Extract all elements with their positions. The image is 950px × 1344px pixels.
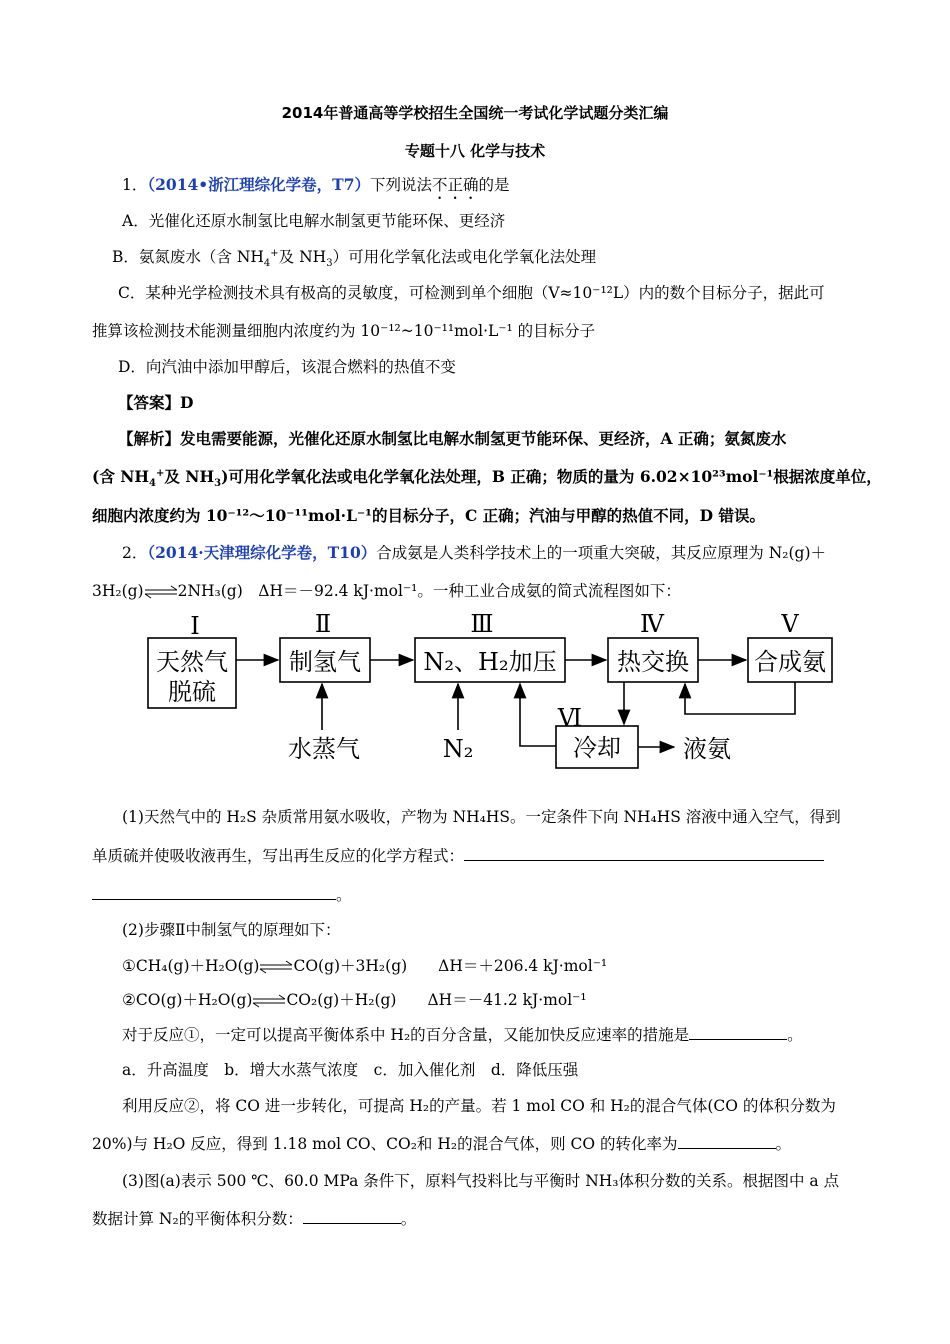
step-num-5: Ⅴ — [781, 610, 799, 638]
step-num-6: Ⅵ — [557, 704, 583, 732]
box5-text: 合成氨 — [754, 648, 826, 676]
q2-number: 2． — [122, 544, 148, 562]
q2-stem-line1: 2．（2014·天津理综化学卷，T10）合成氨是人类科学技术上的一项重大突破，其反应原理为 N₂(g)＋ — [122, 543, 827, 562]
q2-part1-line2: 单质硫并使吸收液再生，写出再生反应的化学方程式： — [92, 846, 824, 866]
q1-number: 1． — [122, 176, 148, 194]
flow-chart — [140, 606, 840, 776]
output-ammonia: 液氨 — [683, 735, 731, 763]
step-num-1: Ⅰ — [190, 612, 200, 640]
q2-equation-2: ②CO(g)＋H₂O(g) CO₂(g)＋H₂(g) ΔH＝－41.2 kJ·mol⁻¹ — [122, 991, 587, 1009]
answer-blank-4[interactable] — [678, 1134, 776, 1149]
answer-blank-3[interactable] — [689, 1025, 787, 1040]
answer-blank-5[interactable] — [303, 1209, 401, 1224]
q2-part3-line1: (3)图(a)表示 500 ℃、60.0 MPa 条件下，原料气投料比与平衡时 NH₃体积分数的关系。根据图中 a 点 — [122, 1172, 840, 1190]
q2-part1-line3: 。 — [92, 885, 352, 905]
box1-text-1: 天然气 — [156, 648, 228, 676]
q2-part2-intro: (2)步骤Ⅱ中制氢气的原理如下： — [122, 921, 341, 939]
q2-part1-line1: (1)天然气中的 H₂S 杂质常用氨水吸收，产物为 NH₄HS。一定条件下向 NH₄HS 溶液中通入空气，得到 — [122, 808, 841, 826]
q1-source: （2014•浙江理综化学卷，T7） — [147, 175, 370, 194]
q2-part2-question: 对于反应①，一定可以提高平衡体系中 H₂的百分含量，又能加快反应速率的措施是 。 — [122, 1026, 803, 1044]
equilibrium-arrow-icon — [259, 960, 293, 974]
box4-text: 热交换 — [617, 648, 689, 676]
q1-analysis-line1: 【解析】发电需要能源，光催化还原水制氢比电解水制氢更节能环保、更经济，A 正确；氨氮废水 — [118, 429, 787, 448]
q1-stem: 1．（2014•浙江理综化学卷，T7）下列说法不正确的是 — [122, 175, 510, 194]
answer-blank-1[interactable] — [464, 846, 824, 861]
q2-stem-line2: 3H₂(g) 2NH₃(g) ΔH＝－92.4 kJ·mol⁻¹。一种工业合成氨的简式流程图如下： — [92, 582, 681, 600]
input-n2: N₂ — [442, 735, 474, 763]
q2-part3-line2: 数据计算 N₂的平衡体积分数： 。 — [92, 1210, 417, 1228]
q1-analysis-line3: 细胞内浓度约为 10⁻¹²～10⁻¹¹mol·L⁻¹的目标分子，C 正确；汽油与甲醇的热值不同，D 错误。 — [92, 506, 766, 525]
q1-option-a: A．光催化还原水制氢比电解水制氢更节能环保、更经济 — [122, 212, 506, 230]
box3-text: N₂、H₂加压 — [423, 648, 557, 676]
q2-part2-use-line2: 20%)与 H₂O 反应，得到 1.18 mol CO、CO₂和 H₂的混合气体，则 CO 的转化率为 。 — [92, 1135, 792, 1153]
equilibrium-arrow-icon — [252, 994, 286, 1008]
step-num-4: Ⅳ — [640, 610, 664, 638]
q1-analysis-line2: (含 $NH_4^+$及 $NH_3$)可用化学氧化法或电化学氧化法处理，B 正确；物质的量为 6.02×10²³mol⁻¹根据浓度单位， — [92, 467, 882, 490]
q1-option-b: B．氨氮废水（含 $NH_4^+$及 $NH_3$）可用化学氧化法或电化学氧化法处理 — [112, 247, 597, 270]
input-steam: 水蒸气 — [288, 735, 360, 763]
box6-text: 冷却 — [573, 734, 621, 762]
q1-option-c-line1: C．某种光学检测技术具有极高的灵敏度，可检测到单个细胞（V≈10⁻¹²L）内的数个目标分子，据此可 — [118, 284, 825, 302]
q1-emphasis: 不正确 — [432, 176, 479, 194]
q2-equation-1: ①CH₄(g)＋H₂O(g) CO(g)＋3H₂(g) ΔH＝＋206.4 kJ·mol⁻¹ — [122, 957, 608, 975]
document-subtitle: 专题十八 化学与技术 — [404, 142, 546, 160]
document-title: 2014年普通高等学校招生全国统一考试化学试题分类汇编 — [281, 104, 669, 122]
q1-option-d: D．向汽油中添加甲醇后，该混合燃料的热值不变 — [118, 358, 456, 376]
step-num-3: Ⅲ — [470, 610, 494, 638]
answer-blank-2[interactable] — [92, 885, 336, 900]
q1-answer: 【答案】D — [118, 393, 194, 412]
step-num-2: Ⅱ — [314, 610, 332, 638]
equilibrium-arrow-icon — [144, 585, 178, 599]
box1-text-2: 脱硫 — [168, 678, 216, 706]
q2-source: （2014·天津理综化学卷，T10） — [147, 543, 377, 562]
q2-part2-options: a．升高温度 b．增大水蒸气浓度 c．加入催化剂 d．降低压强 — [122, 1061, 579, 1079]
q2-part2-use-line1: 利用反应②，将 CO 进一步转化，可提高 H₂的产量。若 1 mol CO 和 H₂的混合气体(CO 的体积分数为 — [122, 1097, 836, 1115]
q1-option-c-line2: 推算该检测技术能测量细胞内浓度约为 10⁻¹²~10⁻¹¹mol·L⁻¹ 的目标分子 — [92, 322, 596, 340]
box2-text: 制氢气 — [289, 648, 361, 676]
